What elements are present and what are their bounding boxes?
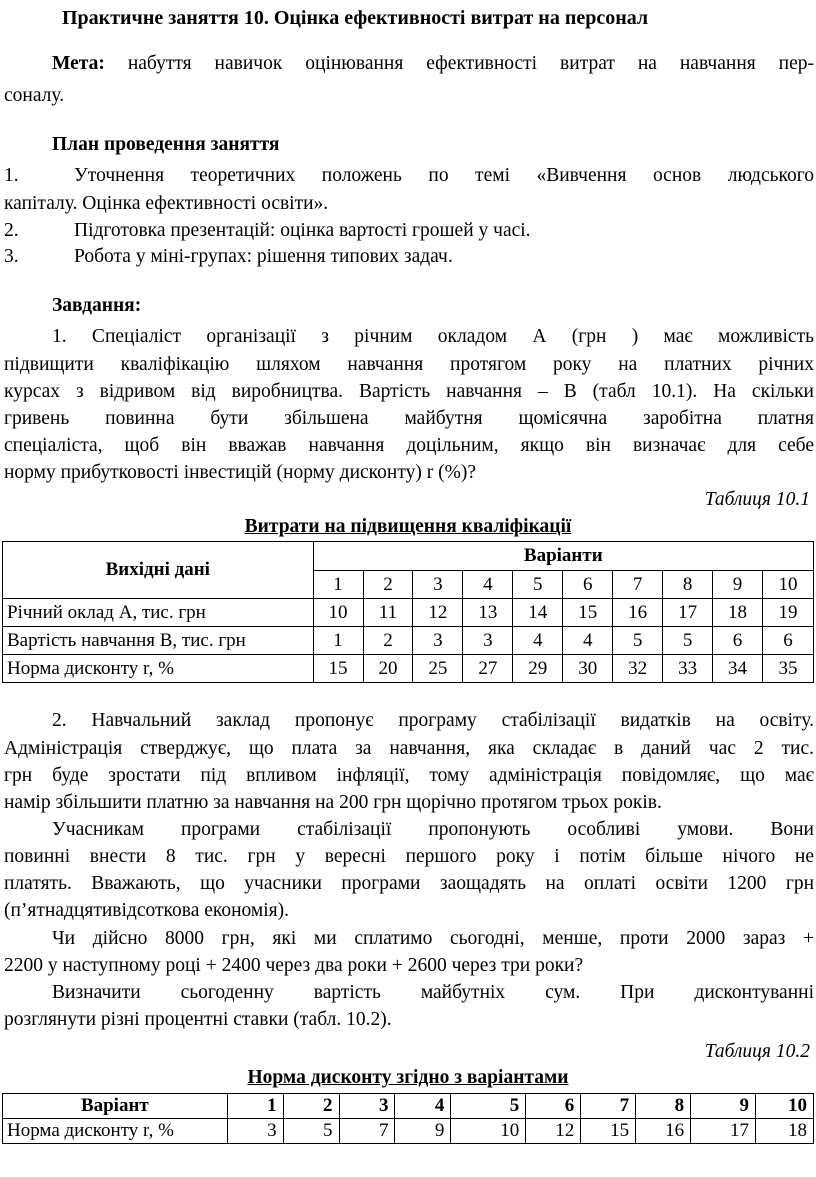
table1-cell: 14 bbox=[513, 599, 563, 627]
table1-cell: 30 bbox=[563, 655, 613, 683]
table2-variant-cell: 8 bbox=[636, 1094, 691, 1119]
table1-cell: 20 bbox=[363, 655, 413, 683]
goal-line-1 bbox=[4, 52, 814, 76]
table1-variant-cell: 1 bbox=[313, 571, 363, 599]
table1-row-label: Вартість навчання В, тис. грн bbox=[3, 627, 314, 655]
table2-cell: 15 bbox=[581, 1119, 636, 1144]
table1-cell: 4 bbox=[513, 627, 563, 655]
table2-cell: 3 bbox=[227, 1119, 283, 1144]
table1-cell: 1 bbox=[313, 627, 363, 655]
table1-cell: 12 bbox=[413, 599, 463, 627]
task1-line: курсах з відривом від виробництва. Вартість навчання – В (табл 10.1). На скільки bbox=[4, 381, 814, 402]
table1-variant-cell: 4 bbox=[463, 571, 513, 599]
document-title: Практичне заняття 10. Оцінка ефективності витрат на персонал bbox=[62, 7, 649, 29]
task2-line: повинні внести 8 тис. грн у вересні першого року і потім більше нічого не bbox=[4, 846, 814, 867]
task2-line: (п’ятнадцятивідсоткова економія). bbox=[4, 900, 290, 921]
table2-header-label: Варіант bbox=[3, 1094, 228, 1119]
table1-cell: 16 bbox=[613, 599, 663, 627]
table1-cell: 2 bbox=[363, 627, 413, 655]
table1-cell: 11 bbox=[363, 599, 413, 627]
table1-cell: 35 bbox=[763, 655, 814, 683]
table1-cell: 13 bbox=[463, 599, 513, 627]
table1-variant-cell: 3 bbox=[413, 571, 463, 599]
table2-caption: Норма дисконту згідно з варіантами bbox=[247, 1067, 569, 1088]
table2-cell: 12 bbox=[526, 1119, 581, 1144]
table2-variant-cell: 3 bbox=[339, 1094, 395, 1119]
table1-caption: Витрати на підвищення кваліфікації bbox=[244, 516, 572, 537]
table1-variant-cell: 7 bbox=[613, 571, 663, 599]
task2-line: Адміністрація стверджує, що плата за навчання, яка складає в даний час 2 тис. bbox=[4, 738, 814, 759]
table1-header-source: Вихідні дані bbox=[3, 542, 314, 599]
plan-item-1-line2: капіталу. Оцінка ефективності освіти». bbox=[4, 193, 329, 214]
table1-cell: 29 bbox=[513, 655, 563, 683]
task2-line: намір збільшити платню за навчання на 200 грн щорічно протягом трьох років. bbox=[4, 792, 662, 813]
table1-cell: 27 bbox=[463, 655, 513, 683]
table2-variant-cell: 4 bbox=[395, 1094, 451, 1119]
table2-row-label: Норма дисконту r, % bbox=[3, 1119, 228, 1144]
table1-row-label: Річний оклад А, тис. грн bbox=[3, 599, 314, 627]
table-row bbox=[3, 655, 814, 683]
table1-cell: 3 bbox=[413, 627, 463, 655]
table1 bbox=[2, 541, 814, 683]
table1-cell: 15 bbox=[313, 655, 363, 683]
goal-text-2: соналу. bbox=[4, 85, 65, 106]
table2-cell: 9 bbox=[395, 1119, 451, 1144]
table1-variant-cell: 9 bbox=[713, 571, 763, 599]
task2-line: розглянути різні процентні ставки (табл. 10.2). bbox=[4, 1009, 392, 1030]
plan-item-num: 1. bbox=[4, 165, 19, 186]
table1-cell: 3 bbox=[463, 627, 513, 655]
table1-cell: 6 bbox=[713, 627, 763, 655]
task1-line: спеціаліста, щоб він вважав навчання доцільним, якщо він визначає для себе bbox=[4, 435, 814, 456]
plan-item-3: Робота у міні-групах: рішення типових задач. bbox=[74, 246, 453, 267]
table1-cell: 5 bbox=[663, 627, 713, 655]
table2-cell: 5 bbox=[283, 1119, 339, 1144]
table1-cell: 25 bbox=[413, 655, 463, 683]
table-row bbox=[3, 1119, 814, 1144]
task2-line: Чи дійсно 8000 грн, які ми сплатимо сьогодні, менше, проти 2000 зараз + bbox=[52, 928, 814, 949]
table2-variant-cell: 9 bbox=[691, 1094, 756, 1119]
goal-text-1: набуття навичок оцінювання ефективності витрат на навчання пер- bbox=[127, 53, 815, 74]
table1-number: Таблиця 10.1 bbox=[704, 489, 810, 510]
task2-line: грн буде зростати під впливом інфляції, тому адміністрація повідомляє, що має bbox=[4, 765, 814, 786]
plan-heading: План проведення заняття bbox=[52, 134, 280, 155]
table1-header-variants: Варіанти bbox=[313, 542, 813, 571]
table2-cell: 10 bbox=[451, 1119, 526, 1144]
table-row bbox=[3, 599, 814, 627]
table2-variant-cell: 1 bbox=[227, 1094, 283, 1119]
table1-cell: 17 bbox=[663, 599, 713, 627]
table2-number: Таблиця 10.2 bbox=[704, 1041, 810, 1062]
table1-variant-cell: 5 bbox=[513, 571, 563, 599]
task2-line: 2. Навчальний заклад пропонує програму стабілізації видатків на освіту. bbox=[52, 710, 814, 731]
table2-cell: 18 bbox=[756, 1119, 814, 1144]
plan-item-2: Підготовка презентацій: оцінка вартості грошей у часі. bbox=[74, 220, 531, 241]
table1-cell: 34 bbox=[713, 655, 763, 683]
task2-line: 2200 у наступному році + 2400 через два роки + 2600 через три роки? bbox=[4, 955, 584, 976]
table1-cell: 19 bbox=[763, 599, 814, 627]
task2-line: Визначити сьогоденну вартість майбутніх сум. При дисконтуванні bbox=[52, 982, 814, 1003]
task2-line: платять. Вважають, що учасники програми заощадять на оплаті освіти 1200 грн bbox=[4, 873, 814, 894]
table-row bbox=[3, 627, 814, 655]
goal-label: Мета: bbox=[52, 53, 105, 74]
task1-line: норму прибутковості інвестицій (норму дисконту) r (%)? bbox=[4, 462, 476, 483]
task2-line: Учасникам програми стабілізації пропонують особливі умови. Вони bbox=[52, 819, 814, 840]
table1-cell: 4 bbox=[563, 627, 613, 655]
table1-variant-cell: 8 bbox=[663, 571, 713, 599]
plan-item-num: 3. bbox=[4, 246, 19, 267]
table1-variant-cell: 10 bbox=[763, 571, 814, 599]
table1-variant-cell: 2 bbox=[363, 571, 413, 599]
plan-item-1-line1: Уточнення теоретичних положень по темі «Вивчення основ людського bbox=[74, 165, 814, 186]
table1-cell: 15 bbox=[563, 599, 613, 627]
table2-variant-cell: 10 bbox=[756, 1094, 814, 1119]
table2-cell: 16 bbox=[636, 1119, 691, 1144]
table2-variant-cell: 5 bbox=[451, 1094, 526, 1119]
plan-item-num: 2. bbox=[4, 220, 19, 241]
table1-cell: 33 bbox=[663, 655, 713, 683]
task1-line: 1. Спеціаліст організації з річним окладом А (грн ) має можливість bbox=[52, 326, 814, 347]
table2-variant-cell: 7 bbox=[581, 1094, 636, 1119]
table1-row-label: Норма дисконту r, % bbox=[3, 655, 314, 683]
table1-variant-cell: 6 bbox=[563, 571, 613, 599]
table2-variant-cell: 2 bbox=[283, 1094, 339, 1119]
table2-cell: 17 bbox=[691, 1119, 756, 1144]
task1-line: гривень повинна бути збільшена майбутня щомісячна заробітна платня bbox=[4, 408, 814, 429]
table1-cell: 5 bbox=[613, 627, 663, 655]
tasks-heading: Завдання: bbox=[52, 295, 142, 316]
table2-cell: 7 bbox=[339, 1119, 395, 1144]
table2 bbox=[2, 1093, 814, 1144]
table1-cell: 32 bbox=[613, 655, 663, 683]
table1-cell: 10 bbox=[313, 599, 363, 627]
table1-cell: 18 bbox=[713, 599, 763, 627]
task1-line: підвищити кваліфікацію шляхом навчання протягом року на платних річних bbox=[4, 354, 814, 375]
table2-variant-cell: 6 bbox=[526, 1094, 581, 1119]
table1-cell: 6 bbox=[763, 627, 814, 655]
